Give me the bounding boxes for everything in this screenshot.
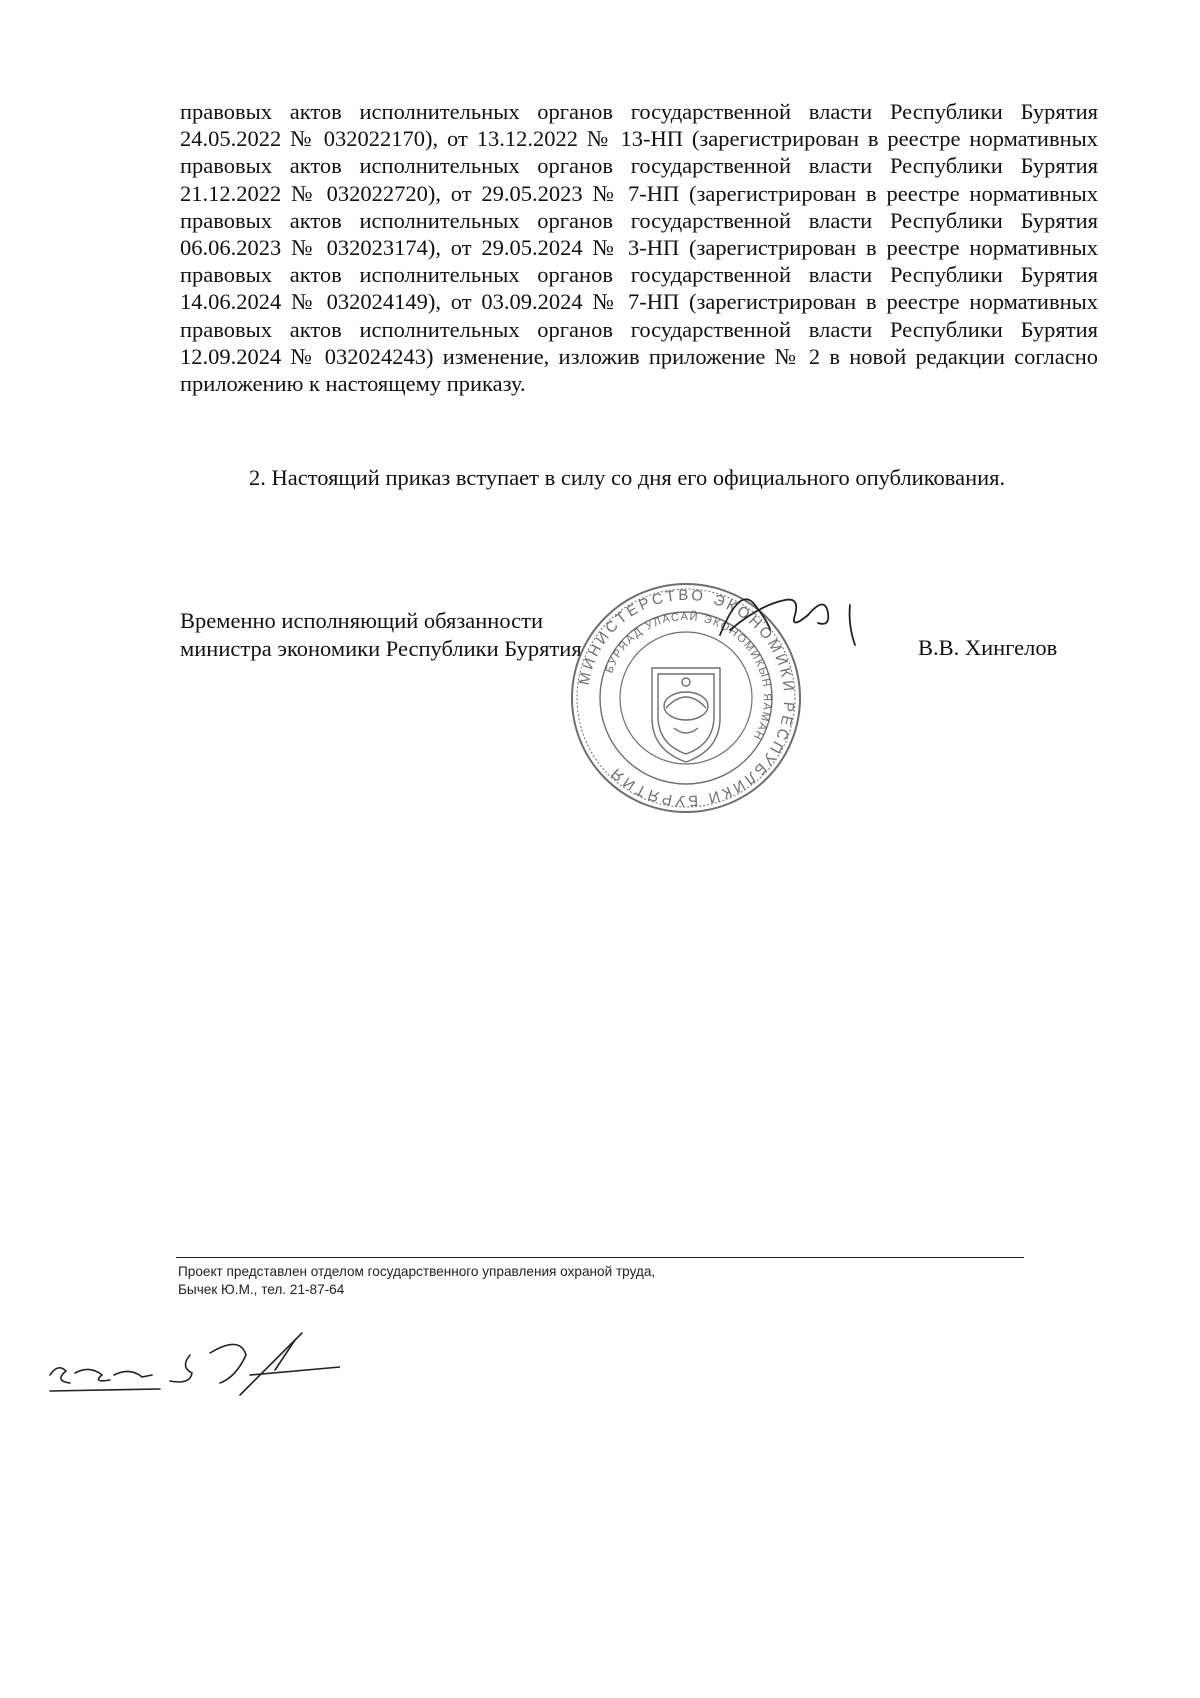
signatory-name: В.В. Хингелов [918,635,1058,660]
seal-inner-text: БУРЯАД УЛАСАЙ ЭКОНОМИКЫН ЯАМАН [603,610,774,743]
footnote-divider [176,1257,1024,1258]
footnote-block [178,1263,655,1299]
seal-outer-text: МИНИСТЕРСТВО ЭКОНОМИКИ РЕСПУБЛИКИ БУРЯТИЯ [575,586,798,810]
handwritten-initials [40,1325,340,1410]
footnote-line-2: Бычек Ю.М., тел. 21-87-64 [178,1282,345,1297]
signatory-block [180,607,582,663]
handwritten-signature [700,575,860,655]
coat-of-arms-icon [652,668,720,762]
footnote-line-1: Проект представлен отделом государственного управления охраной труда, [178,1264,656,1279]
body-paragraph-1: правовых актов исполнительных органов государственной власти Республики Бурятия 24.05.2022 № 032022170), от 13.12.2022 № 13-НП (зарегистрирован в реестре нормативных правовых актов исполнительных органов государственной власти Республики Бурятия 21.12.2022 № 032022720), от 29.05.2023 № 7-НП (зарегистрирован в реестре нормативных правовых актов исполнительных органов государственной власти Республики Бурятия 06.06.2023 № 032023174), от 29.05.2024 № 3-НП (зарегистрирован в реестре нормативных правовых актов исполнительных органов государственной власти Республики Бурятия 14.06.2024 № 032024149), от 03.09.2024 № 7-НП (зарегистрирован в реестре нормативных правовых актов исполнительных органов государственной власти Республики Бурятия 12.09.2024 № 032024243) изменение, изложив приложение № 2 в новой редакции согласно приложению к настоящему приказу. [180,99,1098,397]
body-paragraph-2: 2. Настоящий приказ вступает в силу со дня его официального опубликования. [249,465,1006,490]
signatory-position: министра экономики Республики Бурятия [180,636,582,661]
signatory-title: Временно исполняющий обязанности [180,608,544,633]
